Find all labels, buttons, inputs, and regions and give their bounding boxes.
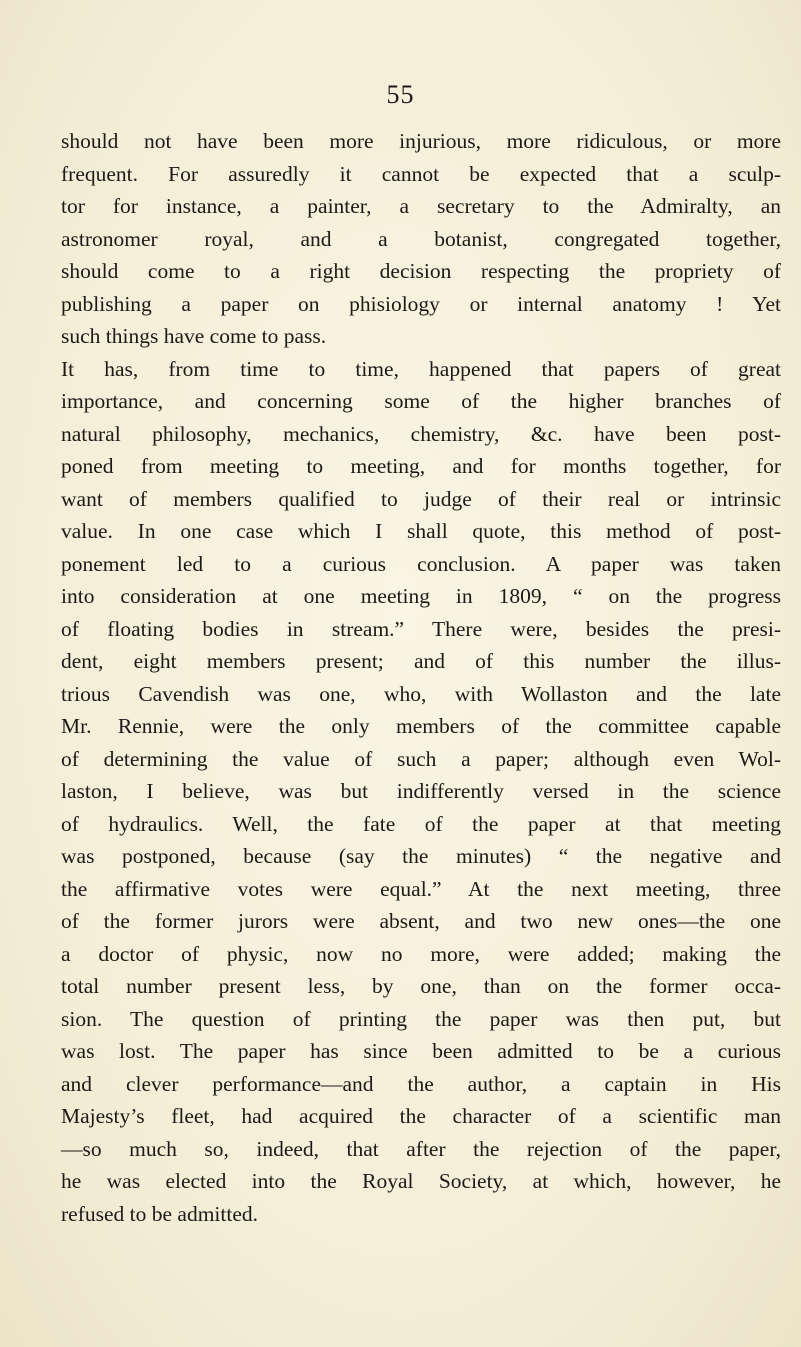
text-line: refused to be admitted. (61, 1201, 259, 1226)
text-line: he was elected into the Royal Society, at which, however, he (61, 1169, 781, 1193)
text-line: of hydraulics. Well, the fate of the paper at that meeting (61, 811, 781, 836)
text-line: should not have been more injurious, more ridiculous, or more (61, 129, 781, 153)
text-line: poned from meeting to meeting, and for months together, for (61, 454, 781, 478)
text-line: publishing a paper on phisiology or internal anatomy ! Yet (61, 291, 781, 316)
text-line: trious Cavendish was one, who, with Wollaston and the late (61, 681, 781, 706)
text-line: value. In one case which I shall quote, this method of post- (61, 519, 781, 543)
text-line: importance, and concerning some of the higher branches of (61, 389, 781, 413)
text-line: laston, I believe, was but indifferently versed in the science (61, 779, 781, 803)
text-line: natural philosophy, mechanics, chemistry, &c. have been post- (61, 421, 781, 446)
text-line: of the former jurors were absent, and two new ones—the one (61, 909, 781, 933)
text-line: want of members qualified to judge of their real or intrinsic (61, 486, 781, 511)
text-line: ponement led to a curious conclusion. A paper was taken (61, 551, 781, 576)
text-line: of floating bodies in stream.” There were, besides the presi- (61, 616, 781, 641)
text-line: It has, from time to time, happened that papers of great (61, 356, 781, 381)
text-line: Mr. Rennie, were the only members of the committee capable (61, 714, 781, 738)
text-line: —so much so, indeed, that after the rejection of the paper, (61, 1136, 781, 1161)
text-line: was lost. The paper has since been admitted to be a curious (61, 1039, 781, 1063)
body-text (61, 125, 791, 1230)
text-line: Majesty’s fleet, had acquired the character of a scientific man (61, 1104, 781, 1128)
text-line: astronomer royal, and a botanist, congregated together, (61, 226, 781, 251)
page-number: 55 (386, 80, 415, 109)
text-line: dent, eight members present; and of this number the illus- (61, 649, 781, 673)
text-line: sion. The question of printing the paper was then put, but (61, 1006, 781, 1031)
text-line: frequent. For assuredly it cannot be expected that a sculp- (61, 161, 781, 186)
text-line: tor for instance, a painter, a secretary to the Admiralty, an (61, 194, 781, 218)
text-line: of determining the value of such a paper; although even Wol- (61, 746, 781, 771)
text-line: total number present less, by one, than on the former occa- (61, 974, 781, 998)
text-line: should come to a right decision respecting the propriety of (61, 259, 781, 283)
text-line: into consideration at one meeting in 1809, “ on the progress (61, 584, 781, 608)
text-line: and clever performance—and the author, a captain in His (61, 1071, 781, 1096)
text-line: a doctor of physic, now no more, were added; making the (61, 941, 781, 966)
text-line: such things have come to pass. (61, 324, 327, 348)
text-line: was postponed, because (say the minutes) “ the negative and (61, 844, 781, 868)
text-line: the affirmative votes were equal.” At the next meeting, three (61, 876, 781, 901)
